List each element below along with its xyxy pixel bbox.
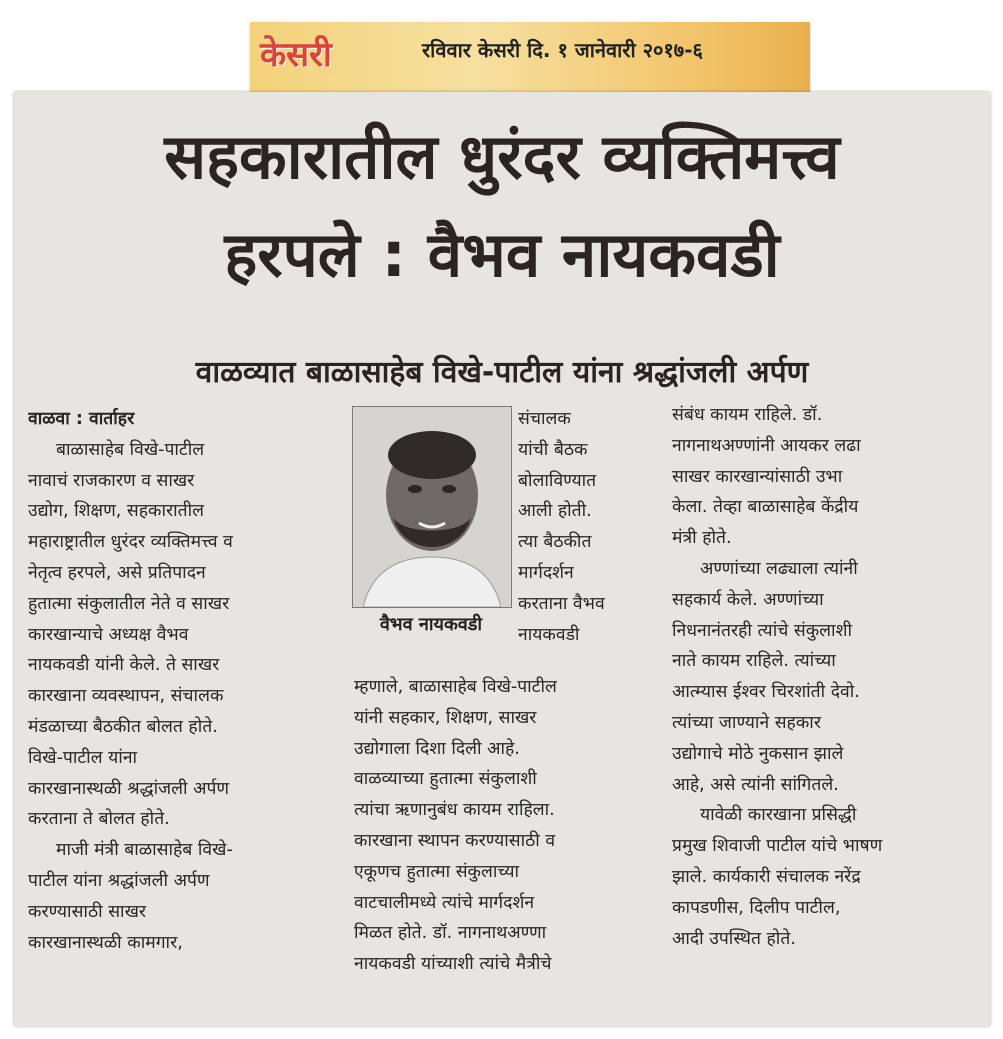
- article-text-line: साखर कारखान्यांसाठी उभा: [672, 466, 843, 487]
- photo-caption: वैभव नायकवडी: [379, 614, 483, 635]
- article-text-line: करताना वैभव: [518, 593, 605, 614]
- article-text-line: आत्म्यास ईश्वर चिरशांती देवो.: [672, 682, 860, 703]
- article-text-line: त्या बैठकीत: [518, 532, 592, 553]
- article-text-line: कारखाना स्थापन करण्यासाठी व: [354, 830, 556, 851]
- article-text-line: नायकवडी यांनी केले. ते साखर: [28, 655, 220, 676]
- article-text-line: कारखान्याचे अध्यक्ष वैभव: [28, 624, 189, 645]
- article-text-line: कारखानास्थळी कामगार,: [28, 932, 183, 953]
- article-text-line: बोलाविण्यात: [518, 470, 597, 491]
- column-2-bottom-text: [354, 672, 654, 980]
- newspaper-masthead: केसरी: [260, 35, 332, 75]
- article-text-line: आदी उपस्थित होते.: [672, 928, 796, 949]
- article-text-line: यांची बैठक: [518, 439, 588, 460]
- article-text-line: त्यांच्या जाण्याने सहकार: [672, 712, 821, 733]
- article-text-line: वाटचालीमध्ये त्यांचे मार्गदर्शन: [354, 892, 535, 913]
- article-text-line: कारखाना व्यवस्थापन, संचालक: [28, 686, 224, 707]
- byline: वाळवा : वार्ताहर: [28, 409, 135, 429]
- column-2-top-text: [518, 404, 656, 650]
- article-text-line: नाते कायम राहिले. त्यांच्या: [672, 651, 836, 672]
- article-text-line: नायकवडी: [518, 624, 580, 645]
- article-column-2-top: [518, 404, 656, 650]
- article-text-line: संबंध कायम राहिले. डॉ.: [672, 405, 823, 425]
- subheadline: वाळव्यात बाळासाहेब विखे-पाटील यांना श्रद्धांजली अर्पण: [195, 355, 809, 390]
- article-text-line: यावेळी कारखाना प्रसिद्धी: [700, 805, 857, 826]
- article-text-line: माजी मंत्री बाळासाहेब विखे-: [56, 840, 233, 861]
- article-text-line: आली होती.: [518, 501, 592, 522]
- article-text-line: म्हणाले, बाळासाहेब विखे-पाटील: [354, 677, 557, 697]
- article-column-1: [28, 404, 326, 958]
- article-text-line: करताना ते बोलत होते.: [28, 809, 170, 830]
- article-text-line: महाराष्ट्रातील धुरंदर व्यक्तिमत्त्व व: [28, 532, 233, 553]
- article-text-line: मंडळाच्या बैठकीत बोलत होते.: [28, 716, 218, 737]
- article-text-line: यांनी सहकार, शिक्षण, साखर: [354, 707, 537, 728]
- publication-dateline: रविवार केसरी दि. १ जानेवारी २०१७-६: [422, 38, 703, 62]
- article-text-line: करण्यासाठी साखर: [28, 901, 147, 922]
- article-text-line: विखे-पाटील यांना: [28, 747, 138, 768]
- article-text-line: त्यांचा ऋणानुबंध कायम राहिला.: [354, 800, 555, 821]
- article-text-line: निधनानंतरही त्यांचे संकुलाशी: [672, 620, 853, 641]
- article-text-line: मंत्री होते.: [672, 528, 732, 549]
- article-text-line: उद्योगाचे मोठे नुकसान झाले: [672, 743, 844, 764]
- column-3-text: [672, 400, 972, 954]
- portrait-figure-icon: [353, 407, 511, 607]
- article-text-line: मार्गदर्शन: [518, 562, 574, 583]
- article-text-line: बाळासाहेब विखे-पाटील: [56, 439, 205, 460]
- article-text-line: वाळव्याच्या हुतात्मा संकुलाशी: [354, 769, 537, 790]
- article-column-2-bottom: [354, 672, 654, 980]
- portrait-photo: [352, 406, 512, 608]
- headline-line-1: सहकारातील धुरंदर व्यक्तिमत्त्व: [164, 120, 840, 193]
- article-text-line: नागनाथअण्णांनी आयकर लढा: [672, 435, 861, 456]
- source-tag: [250, 22, 810, 92]
- article-text-line: कारखानास्थळी श्रद्धांजली अर्पण: [28, 778, 230, 799]
- article-text-line: हुतात्मा संकुलातील नेते व साखर: [28, 593, 230, 614]
- article-text-line: उद्योग, शिक्षण, सहकारातील: [28, 501, 205, 522]
- column-1-text: [28, 435, 326, 959]
- article-text-line: केला. तेव्हा बाळासाहेब केंद्रीय: [672, 497, 859, 518]
- article-text-line: नायकवडी यांच्याशी त्यांचे मैत्रीचे: [354, 954, 552, 975]
- article-text-line: झाले. कार्यकारी संचालक नरेंद्र: [672, 866, 861, 887]
- article-text-line: एकूणच हुतात्मा संकुलाच्या: [354, 861, 520, 882]
- article-text-line: नेतृत्व हरपले, असे प्रतिपादन: [28, 562, 206, 583]
- article-column-3: [672, 400, 972, 954]
- article-text-line: प्रमुख शिवाजी पाटील यांचे भाषण: [672, 836, 883, 857]
- article-text-line: अण्णांच्या लढ्याला त्यांनी: [700, 558, 858, 579]
- article-text-line: मिळत होते. डॉ. नागनाथअण्णा: [354, 923, 547, 944]
- article-text-line: उद्योगाला दिशा दिली आहे.: [354, 738, 520, 759]
- article-text-line: कापडणीस, दिलीप पाटील,: [672, 897, 841, 918]
- article-text-line: पाटील यांना श्रद्धांजली अर्पण: [28, 870, 210, 891]
- headline-line-2: हरपले : वैभव नायकवडी: [224, 218, 780, 291]
- article-text-line: सहकार्य केले. अण्णांच्या: [672, 589, 824, 610]
- newspaper-clipping: [14, 92, 990, 1026]
- article-text-line: आहे, असे त्यांनी सांगितले.: [672, 774, 839, 795]
- article-text-line: नावाचं राजकारण व साखर: [28, 470, 195, 491]
- article-text-line: संचालक: [518, 409, 571, 429]
